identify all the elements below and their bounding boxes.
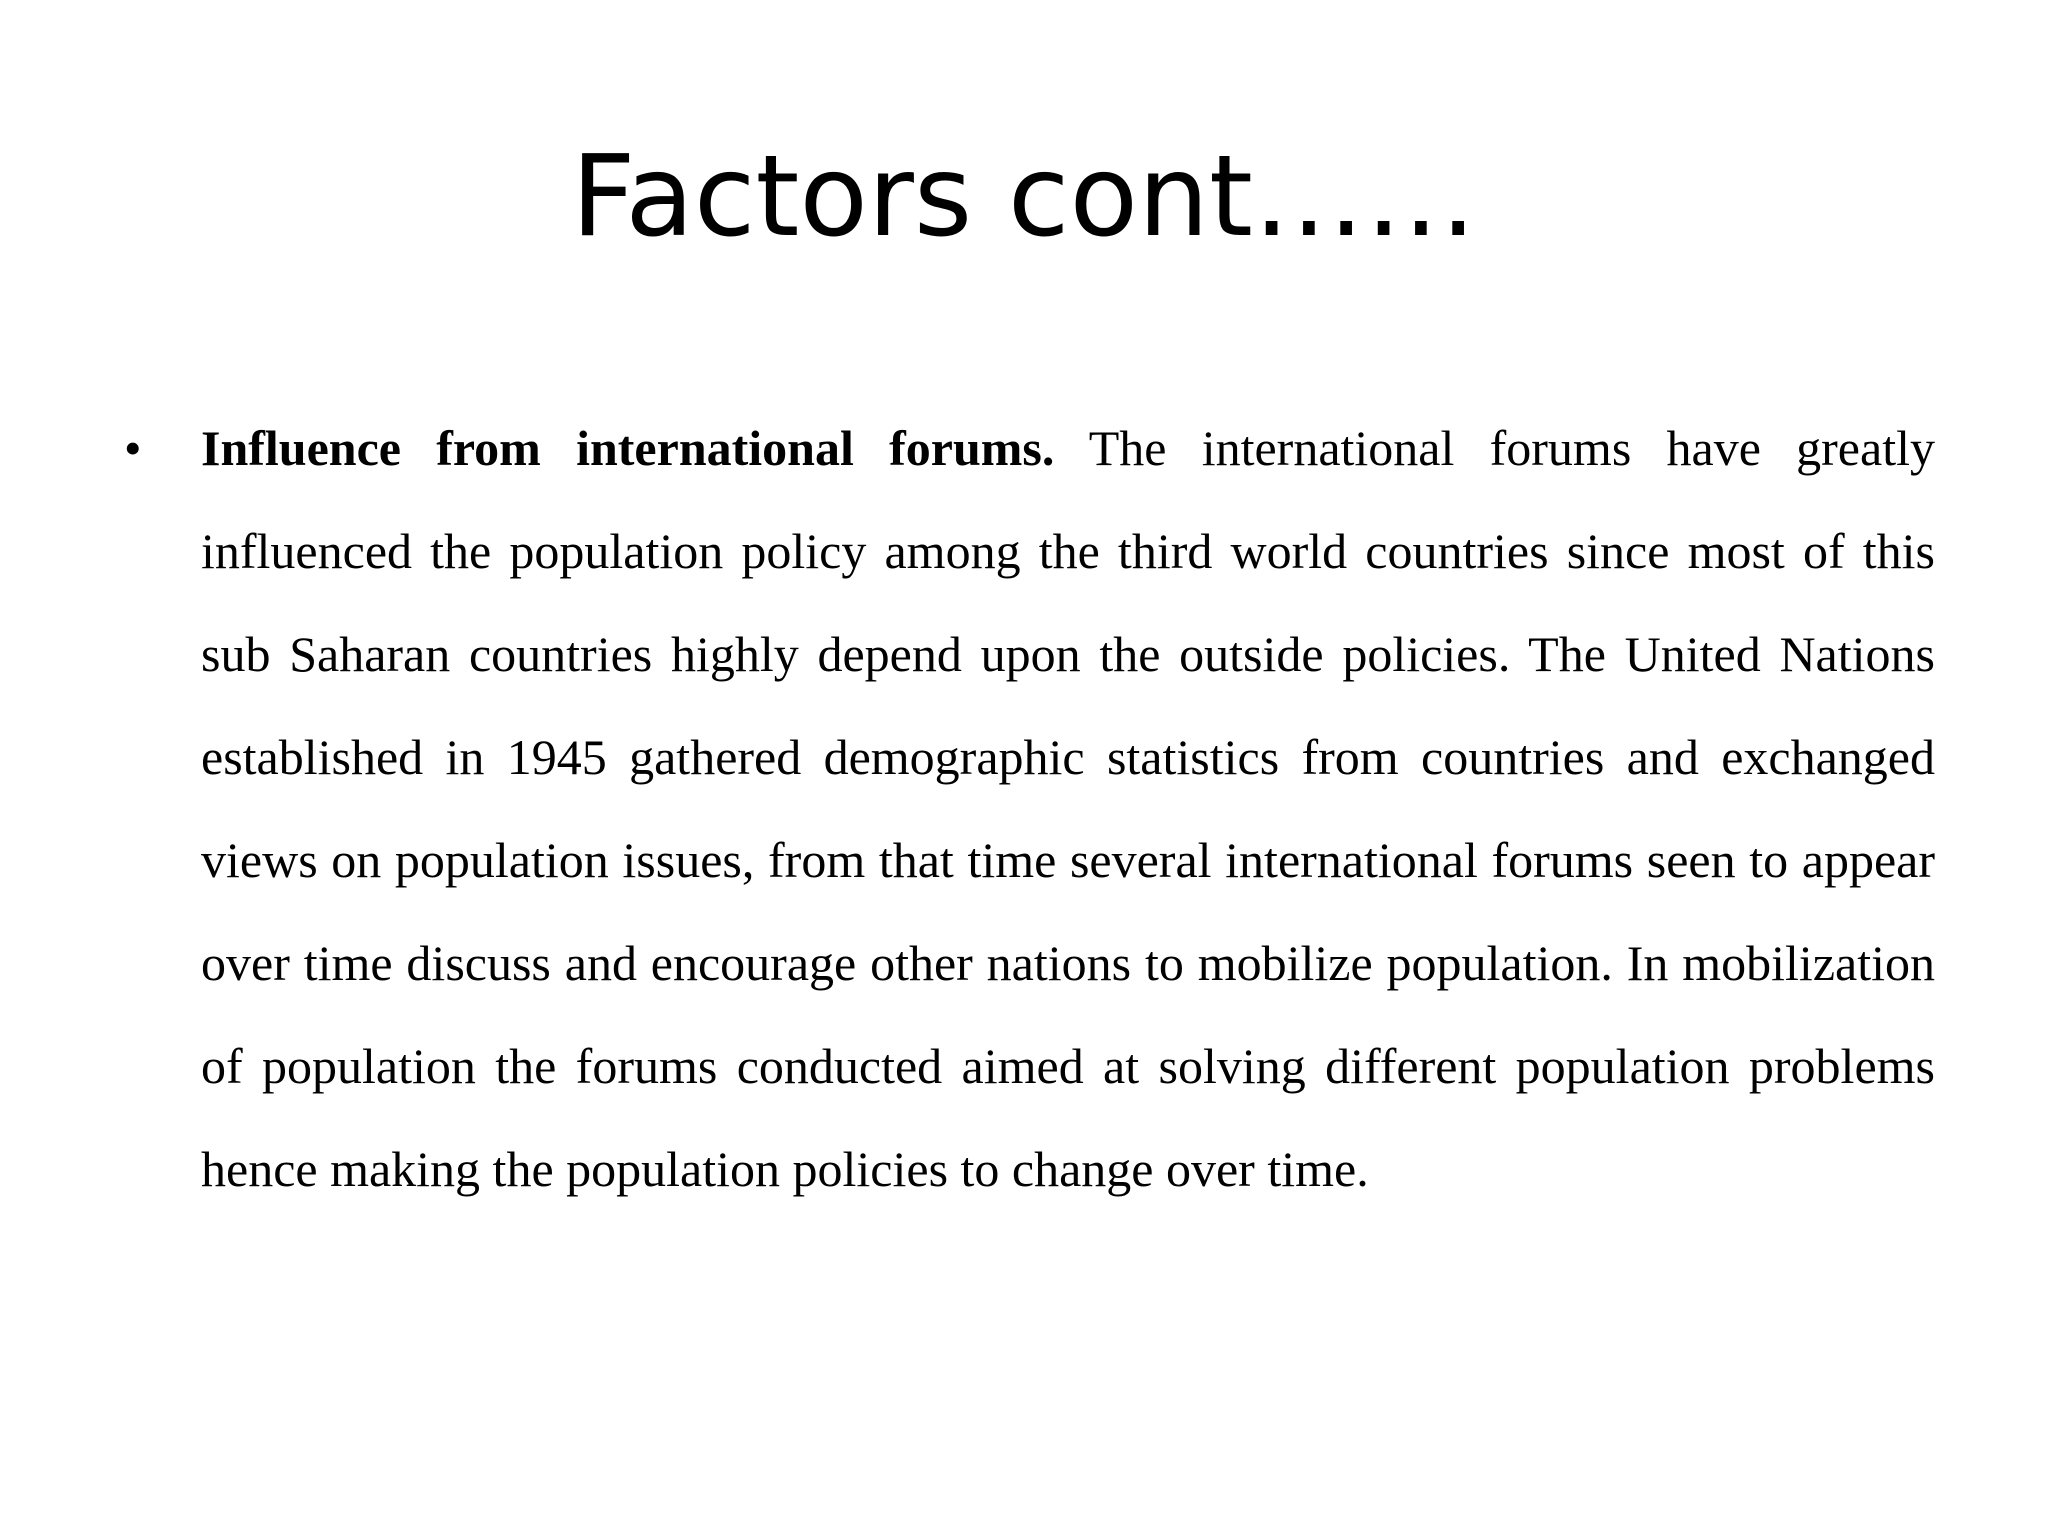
slide-title: Factors cont…… [571,132,1477,262]
bullet-icon: • [124,420,142,476]
bullet-paragraph [201,397,1935,1221]
bullet-body: The international forums have greatly influenced the population policy among the third world countries since most of this sub Saharan countries highly depend upon the outside policies. The United Nations established in 1945 gathered demographic statistics from countries and exchanged views on population issues, from that time several international forums seen to appear over time discuss and encourage other nations to mobilize population. In mobilization of population the forums conducted aimed at solving different population problems hence making the population policies to change over time. [201,420,1935,1197]
bullet-heading: Influence from international forums. [201,420,1055,476]
